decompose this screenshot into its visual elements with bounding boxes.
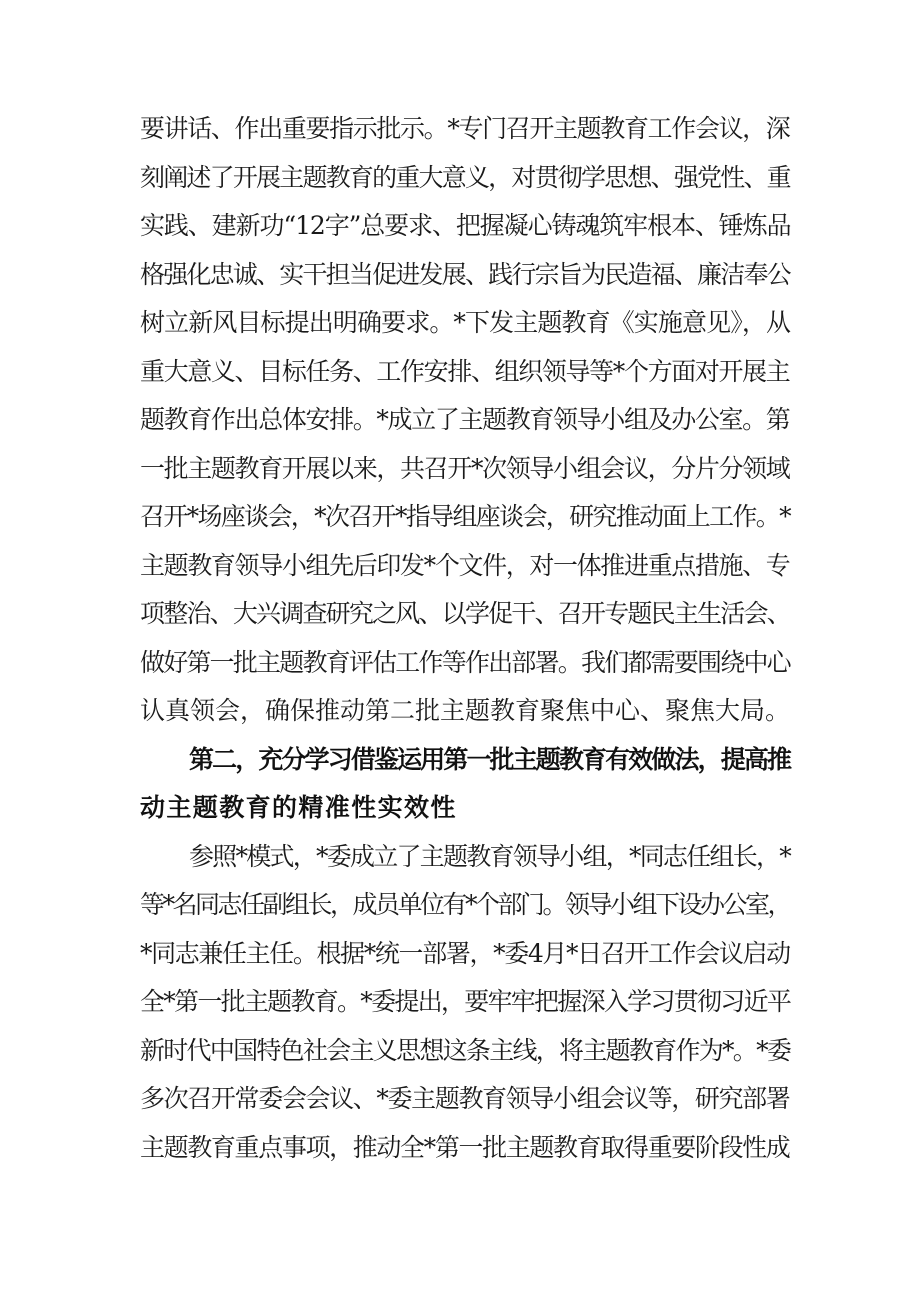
body-text-line: 做好第一批主题教育评估工作等作出部署。我们都需要围绕中心: [140, 648, 790, 677]
body-text-line: 要讲话、作出重要指示批示。*专门召开主题教育工作会议，深: [140, 114, 790, 143]
body-text-line: 认真领会，确保推动第二批主题教育聚焦中心、聚焦大局。: [140, 696, 791, 725]
body-text-line: 格强化忠诚、实干担当促进发展、践行宗旨为民造福、廉洁奉公: [140, 260, 790, 289]
body-text-line: 参照*模式，*委成立了主题教育领导小组，*同志任组长，*: [189, 842, 791, 871]
body-text-line: 题教育作出总体安排。*成立了主题教育领导小组及办公室。第: [140, 405, 790, 434]
body-text-line: 全*第一批主题教育。*委提出，要牢牢把握深入学习贯彻习近平: [140, 987, 791, 1016]
body-text-line: *同志兼任主任。根据*统一部署，*委4月*日召开工作会议启动: [140, 939, 790, 968]
body-text-line: 树立新风目标提出明确要求。*下发主题教育《实施意见》，从: [140, 308, 791, 337]
body-text-line: 项整治、大兴调查研究之风、以学促干、召开专题民主生活会、: [140, 599, 790, 628]
section-heading-line: 动主题教育的精准性实效性: [140, 793, 457, 822]
body-text-line: 实践、建新功“12字”总要求、把握凝心铸魂筑牢根本、锤炼品: [140, 211, 791, 240]
body-text-line: 重大意义、目标任务、工作安排、组织领导等*个方面对开展主: [140, 357, 790, 386]
body-text-line: 主题教育重点事项，推动全*第一批主题教育取得重要阶段性成: [140, 1133, 790, 1162]
body-text-line: 等*名同志任副组长，成员单位有*个部门。领导小组下设办公室，: [140, 890, 791, 919]
body-text-line: 新时代中国特色社会主义思想这条主线，将主题教育作为*。*委: [140, 1036, 791, 1065]
body-text-line: 召开*场座谈会，*次召开*指导组座谈会，研究推动面上工作。*: [140, 502, 790, 531]
section-heading-line: 第二，充分学习借鉴运用第一批主题教育有效做法，提高推: [189, 745, 791, 774]
body-text-line: 主题教育领导小组先后印发*个文件，对一体推进重点措施、专: [140, 551, 790, 580]
body-text-line: 一批主题教育开展以来，共召开*次领导小组会议，分片分领域: [140, 454, 790, 483]
body-text-line: 多次召开常委会会议、*委主题教育领导小组会议等，研究部署: [140, 1084, 790, 1113]
body-text-line: 刻阐述了开展主题教育的重大意义，对贯彻学思想、强党性、重: [140, 163, 790, 192]
